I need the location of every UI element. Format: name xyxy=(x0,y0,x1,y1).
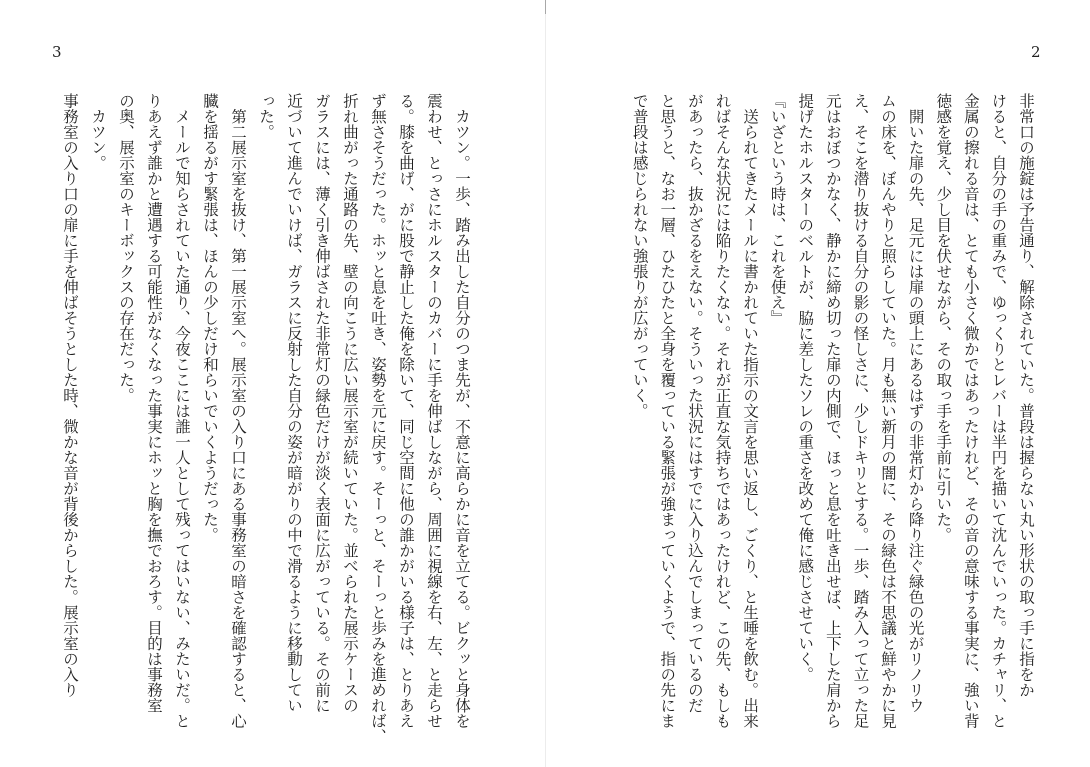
text-column: カツン。 xyxy=(89,93,107,171)
text-column: けると、自分の手の重みで、ゆっくりとレバーは半円を描いて沈んでいった。カチャリ、と xyxy=(989,93,1008,729)
text-column: 提げたホルスターのベルトが、脇に差したソレの重さを改めて俺に感じさせていく。 xyxy=(796,93,815,682)
text-column: 臓を揺るがす緊張は、ほんの少しだけ和らいでいくようだった。 xyxy=(201,93,219,543)
text-column: 第二展示室を抜け、第一展示室へ。展示室の入り口にある事務室の暗さを確認すると、心 xyxy=(229,93,247,729)
text-column: 近づいて進んでいけば、ガラスに反射した自分の姿が暗がりの中で滑るように移動してい xyxy=(285,93,303,713)
text-column: ず無さそうだった。ホッと息を吐き、姿勢を元に戻す。そーっと、そーっと歩みを進めれば、 xyxy=(369,93,387,744)
text-column: 金属の擦れる音は、とても小さく微かではあったけれど、その音の意味する事実に、強い背 xyxy=(961,93,980,729)
page-number: 2 xyxy=(1031,43,1041,61)
text-column: 徳感を覚え、少し目を伏せながら、その取っ手を手前に引いた。 xyxy=(934,93,953,543)
text-column: の奥、展示室のキーボックスの存在だった。 xyxy=(117,93,135,403)
text-column: メールで知らされていた通り、今夜ここには誰一人として残ってはいない、みたいだ。と xyxy=(173,93,191,729)
page-body-text xyxy=(625,93,1039,761)
text-column: ればそんな状況には陥りたくない。それが正直な気持ちではあったけれど、この先、もしも xyxy=(713,93,732,729)
text-column: で普段は感じられない強張りが広がっていく。 xyxy=(630,93,649,419)
text-column: 送られてきたメールに書かれていた指示の文言を思い返し、ごくり、と生唾を飲む。出来 xyxy=(741,93,760,729)
text-column: 元はおぼつかなく、静かに締め切った扉の内側で、ほっと息を吐き出せば、上下した肩から xyxy=(823,93,842,729)
text-column: と思うと、なお一層、ひたひたと全身を覆っている緊張が強まっていくようで、指の先にま xyxy=(658,93,677,729)
text-column: りあえず誰かと遭遇する可能性がなくなった事実にホッと胸を撫でおろす。目的は事務室 xyxy=(145,93,163,713)
page-number: 3 xyxy=(52,43,62,61)
text-column: ガラスには、薄く引き伸ばされた非常灯の緑色だけが淡く表面に広がっている。その前に xyxy=(313,93,331,713)
text-column: カツン。一歩、踏み出した自分のつま先が、不意に高らかに音を立てる。ビクッと身体を xyxy=(453,93,471,729)
page-body-text xyxy=(56,93,476,761)
text-column: 非常口の施錠は予告通り、解除されていた。普段は握らない丸い形状の取っ手に指をか xyxy=(1017,93,1035,698)
text-column: 折れ曲がった通路の先、壁の向こうに広い展示室が続いていた。並べられた展示ケースの xyxy=(341,93,359,713)
text-column: ムの床を、ぼんやりと照らしていた。月も無い新月の闇に、その緑色は不思議と鮮やかに見 xyxy=(879,93,898,729)
text-column: 事務室の入り口の扉に手を伸ばそうとした時、微かな音が背後からした。展示室の入り xyxy=(61,93,79,698)
text-column: る。膝を曲げ、がに股で静止した俺を除いて、同じ空間に他の誰かがいる様子は、とりあえ xyxy=(397,93,415,729)
text-column: え、そこを潜り抜ける自分の影の怪しさに、少しドキリとする。一歩、踏み入って立った足 xyxy=(851,93,870,729)
text-column: 『いざという時は、これを使え』 xyxy=(768,93,787,326)
text-column: った。 xyxy=(257,93,275,140)
page-2 xyxy=(546,0,1090,767)
text-column: があったら、抜かざるをえない。そういった状況にはすでに入り込んでしまっているのだ xyxy=(685,93,704,713)
text-column: 震わせ、とっさにホルスターのカバーに手を伸ばしながら、周囲に視線を右、左、と走らせ xyxy=(425,93,443,729)
text-column: 開いた扉の先、足元には扉の頭上にあるはずの非常灯から降り注ぐ緑色の光がリノリウ xyxy=(906,93,925,713)
